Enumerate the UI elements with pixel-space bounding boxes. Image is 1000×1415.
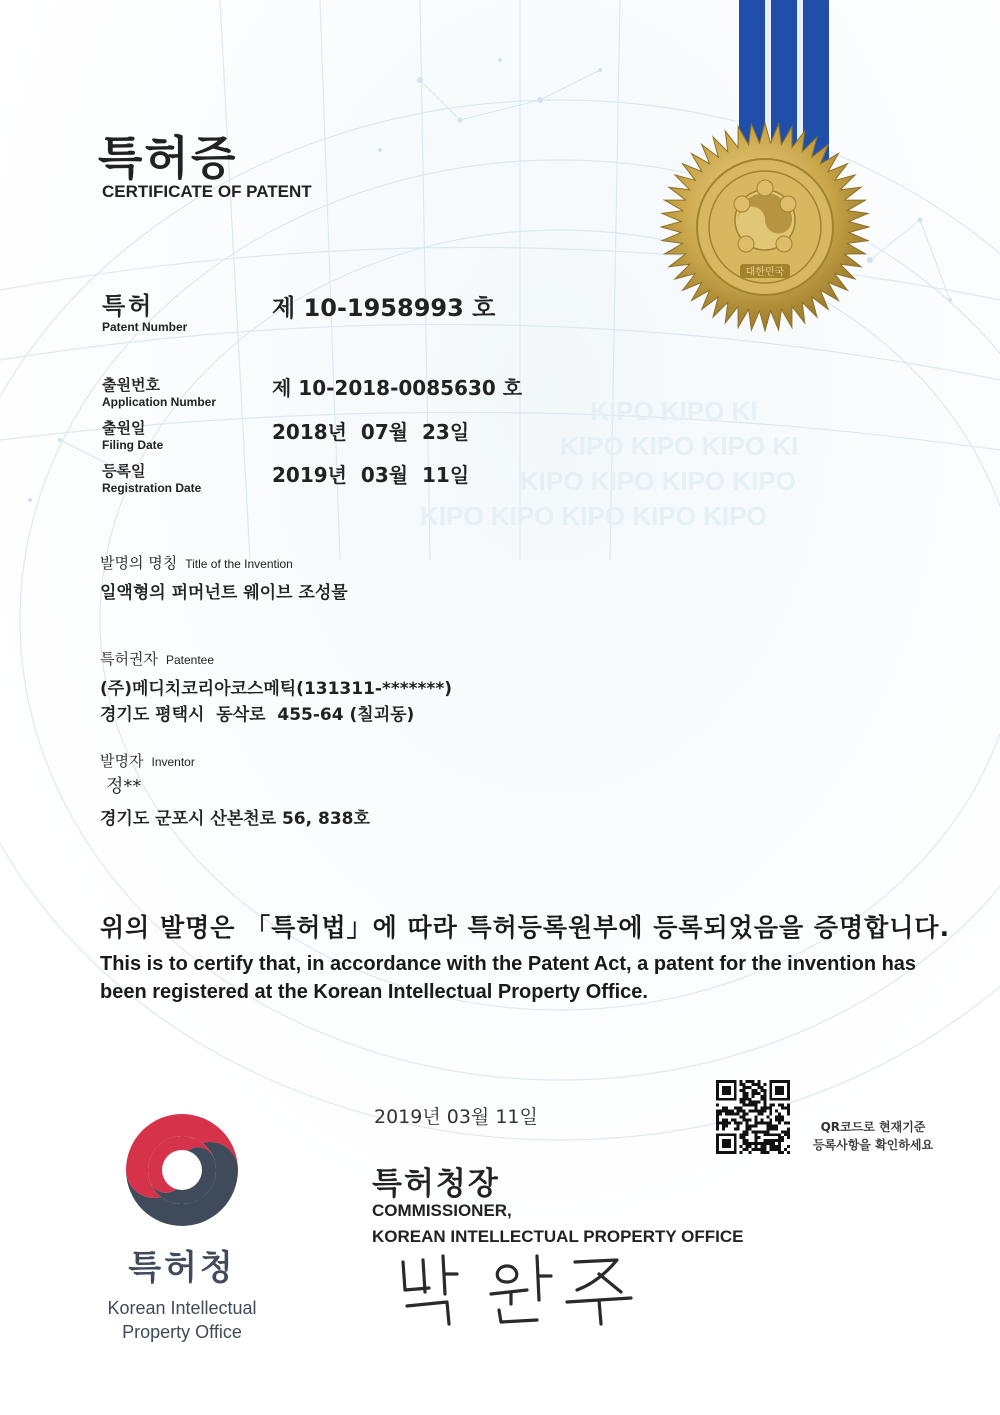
kipo-name-english-line1: Korean Intellectual	[107, 1298, 257, 1318]
filing-date-label-english: Filing Date	[102, 438, 164, 452]
commissioner-title-english	[372, 1198, 744, 1250]
invention-title-label-korean: 발명의 명칭	[100, 554, 178, 572]
kipo-name-korean: 특허청	[128, 1248, 236, 1288]
invention-title-value: 일액형의 퍼머넌트 웨이브 조성물	[100, 583, 348, 603]
gold-seal-emblem	[660, 122, 870, 332]
issue-date: 2019년 03월 11일	[374, 1106, 538, 1128]
qr-instruction-line1: QR코드로 현재기준	[820, 1120, 926, 1134]
application-number-label-english: Application Number	[102, 395, 217, 409]
registration-date-label-english: Registration Date	[102, 481, 202, 495]
patentee-name: (주)메디치코리아코스메틱(131311-*******)	[100, 679, 452, 699]
patentee-label-english: Patentee	[165, 653, 215, 667]
commissioner-title-line2: KOREAN INTELLECTUAL PROPERTY OFFICE	[372, 1227, 744, 1246]
filing-date-label-korean: 출원일	[102, 419, 146, 437]
inventor-label	[100, 750, 195, 771]
qr-code[interactable]	[716, 1080, 790, 1154]
application-number-label-korean: 출원번호	[102, 376, 160, 394]
patent-number-label-english: Patent Number	[102, 320, 188, 334]
svg-text:KIPO KIPO KI: KIPO KIPO KI	[590, 396, 758, 426]
registration-date-label-korean: 등록일	[102, 462, 146, 480]
patentee-label-korean: 특허권자	[100, 650, 158, 668]
patentee-address: 경기도 평택시 동삭로 455-64 (칠괴동)	[100, 705, 415, 725]
patent-number-value: 제 10-1958993 호	[272, 294, 496, 322]
filing-date-value: 2018년 07월 23일	[272, 420, 470, 444]
inventor-label-english: Inventor	[151, 755, 195, 769]
qr-instruction-line2: 등록사항을 확인하세요	[812, 1138, 934, 1152]
application-number-value: 제 10-2018-0085630 호	[272, 376, 523, 400]
patent-number-label-korean: 특허	[102, 292, 155, 320]
svg-text:KIPO KIPO KIPO KI: KIPO KIPO KIPO KI	[560, 431, 799, 461]
commissioner-title-korean: 특허청장	[372, 1166, 500, 1202]
kipo-name-english-line2: Property Office	[122, 1322, 242, 1342]
kipo-taegeuk-logo	[120, 1108, 244, 1232]
commissioner-title-line1: COMMISSIONER,	[372, 1201, 512, 1220]
kipo-name-english	[92, 1296, 272, 1344]
registration-date-value: 2019년 03월 11일	[272, 463, 470, 487]
svg-text:KIPO KIPO KIPO KIPO KIPO: KIPO KIPO KIPO KIPO KIPO	[420, 501, 767, 531]
invention-title-label	[100, 552, 293, 573]
commissioner-signature	[395, 1248, 655, 1328]
patentee-label	[100, 648, 214, 669]
inventor-label-korean: 발명자	[100, 752, 144, 770]
certification-statement-english: This is to certify that, in accordance with the Patent Act, a patent for the invention has been registered at the Korean Intellectual Property Office.	[100, 953, 917, 1003]
svg-text:KIPO KIPO KIPO KIPO: KIPO KIPO KIPO KIPO	[520, 466, 796, 496]
qr-instruction	[798, 1118, 948, 1154]
seal-label: 대한민국	[745, 267, 785, 278]
inventor-name: 정**	[106, 776, 142, 797]
certificate-title-korean: 특허증	[98, 131, 238, 185]
invention-title-label-english: Title of the Invention	[185, 557, 293, 571]
inventor-address: 경기도 군포시 산본천로 56, 838호	[100, 809, 370, 829]
certification-statement-korean: 위의 발명은 「특허법」에 따라 특허등록원부에 등록되었음을 증명합니다.	[100, 913, 951, 942]
certificate-title-english: CERTIFICATE OF PATENT	[102, 182, 312, 201]
